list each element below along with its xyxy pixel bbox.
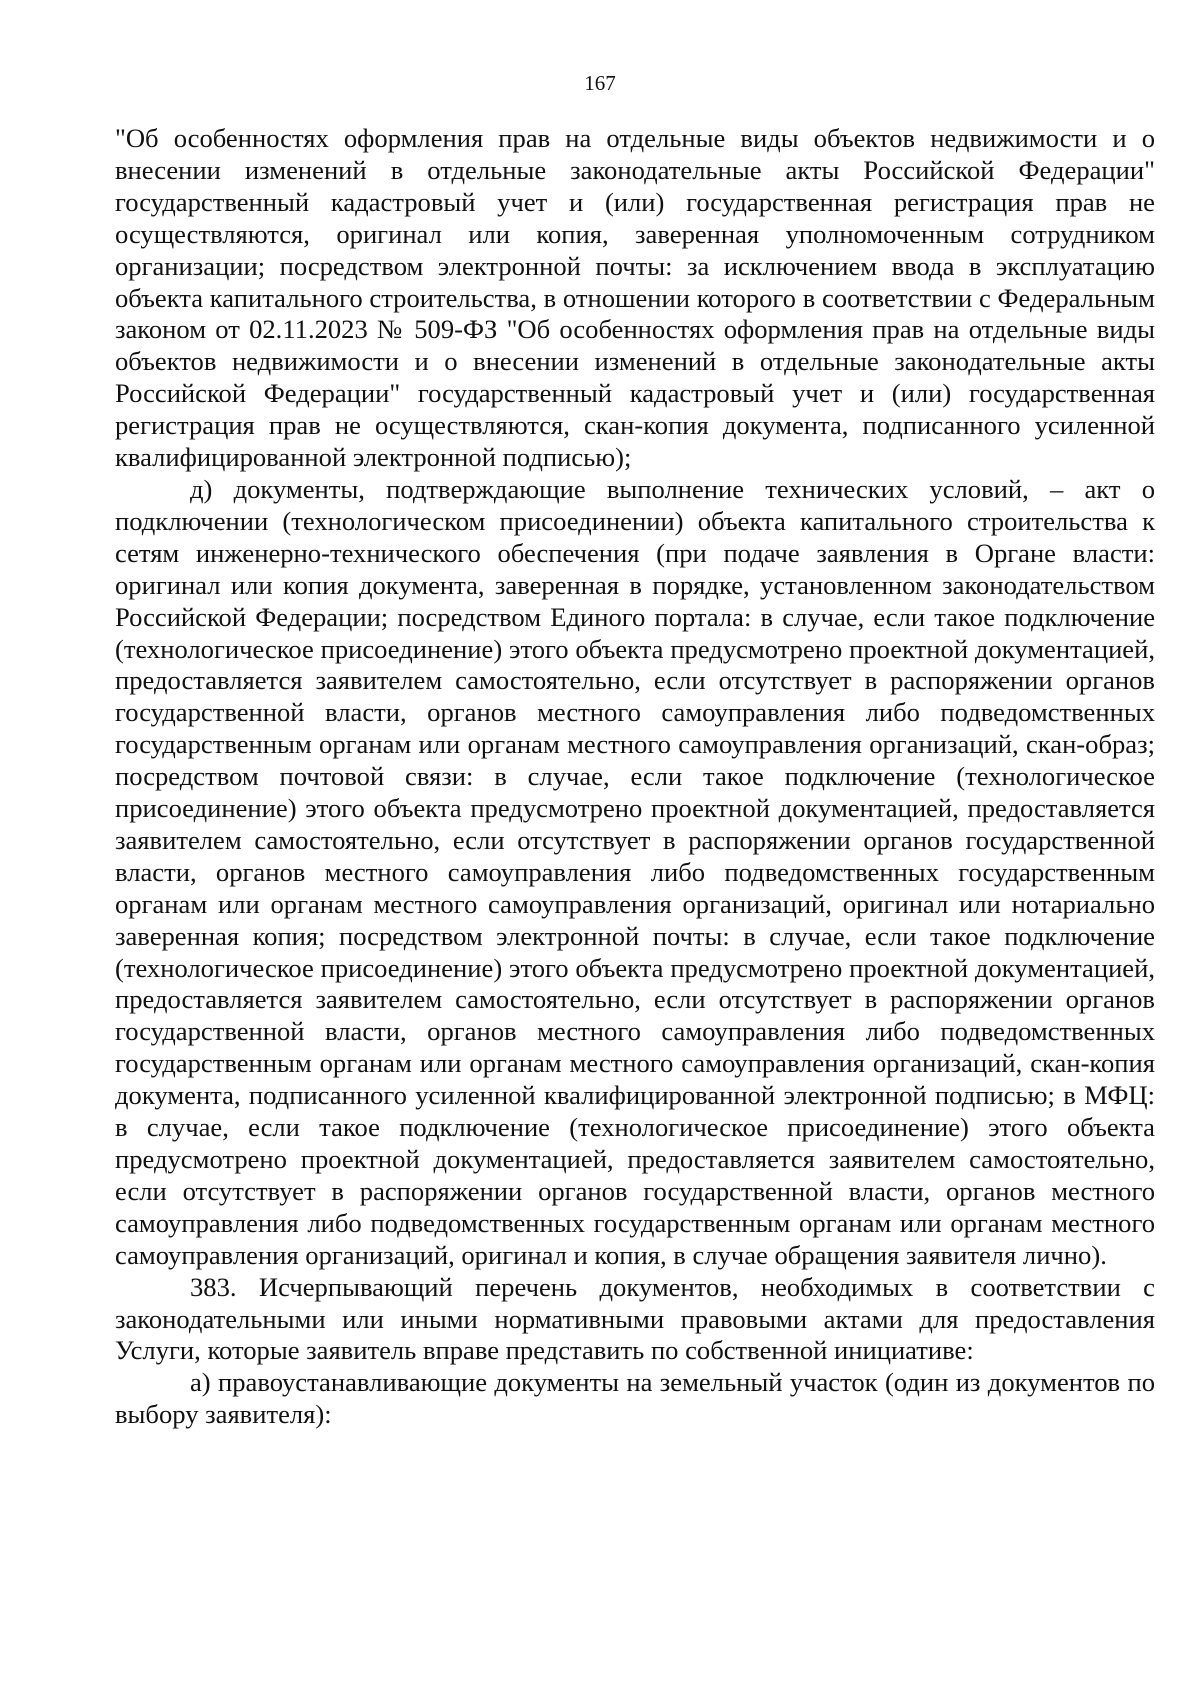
- paragraph-continuation: "Об особенностях оформления прав на отдельные виды объектов недвижимости и о внесении изменений в отдельные законодательные акты Российской Федерации" государственный кадастровый учет и (или) государственная регистрация прав не осуществляются, оригинал или копия, заверенная уполномоченным сотрудником организации; посредством электронной почты: за исключением ввода в эксплуатацию объекта капитального строительства, в отношении которого в соответствии с Федеральным законом от 02.11.2023 № 509-ФЗ "Об особенностях оформления прав на отдельные виды объектов недвижимости и о внесении изменений в отдельные законодательные акты Российской Федерации" государственный кадастровый учет и (или) государственная регистрация прав не осуществляются, скан-копия документа, подписанного усиленной квалифицированной электронной подписью);: [115, 123, 1155, 473]
- page-number: 167: [584, 71, 616, 95]
- paragraph-item-a: а) правоустанавливающие документы на земельный участок (один из документов по выбору заявителя):: [115, 1367, 1155, 1430]
- document-body: [115, 123, 1155, 1431]
- paragraph-383: 383. Исчерпывающий перечень документов, необходимых в соответствии с законодательными или иными нормативными правовыми актами для предоставления Услуги, которые заявитель вправе представить по собственной инициативе:: [115, 1271, 1155, 1366]
- paragraph-item-d: д) документы, подтверждающие выполнение технических условий, – акт о подключении (технологическом присоединении) объекта капитального строительства к сетям инженерно-технического обеспечения (при подаче заявления в Органе власти: оригинал или копия документа, заверенная в порядке, установленном законодательством Российской Федерации; посредством Единого портала: в случае, если такое подключение (технологическое присоединение) этого объекта предусмотрено проектной документацией, предоставляется заявителем самостоятельно, если отсутствует в распоряжении органов государственной власти, органов местного самоуправления либо подведомственных государственным органам или органам местного самоуправления организаций, скан-образ; посредством почтовой связи: в случае, если такое подключение (технологическое присоединение) этого объекта предусмотрено проектной документацией, предоставляется заявителем самостоятельно, если отсутствует в распоряжении органов государственной власти, органов местного самоуправления либо подведомственных государственным органам или органам местного самоуправления организаций, оригинал или нотариально заверенная копия; посредством электронной почты: в случае, если такое подключение (технологическое присоединение) этого объекта предусмотрено проектной документацией, предоставляется заявителем самостоятельно, если отсутствует в распоряжении органов государственной власти, органов местного самоуправления либо подведомственных государственным органам или органам местного самоуправления организаций, скан-копия документа, подписанного усиленной квалифицированной электронной подписью; в МФЦ: в случае, если такое подключение (технологическое присоединение) этого объекта предусмотрено проектной документацией, предоставляется заявителем самостоятельно, если отсутствует в распоряжении органов государственной власти, органов местного самоуправления либо подведомственных государственным органам или органам местного самоуправления организаций, оригинал и копия, в случае обращения заявителя лично).: [115, 473, 1155, 1270]
